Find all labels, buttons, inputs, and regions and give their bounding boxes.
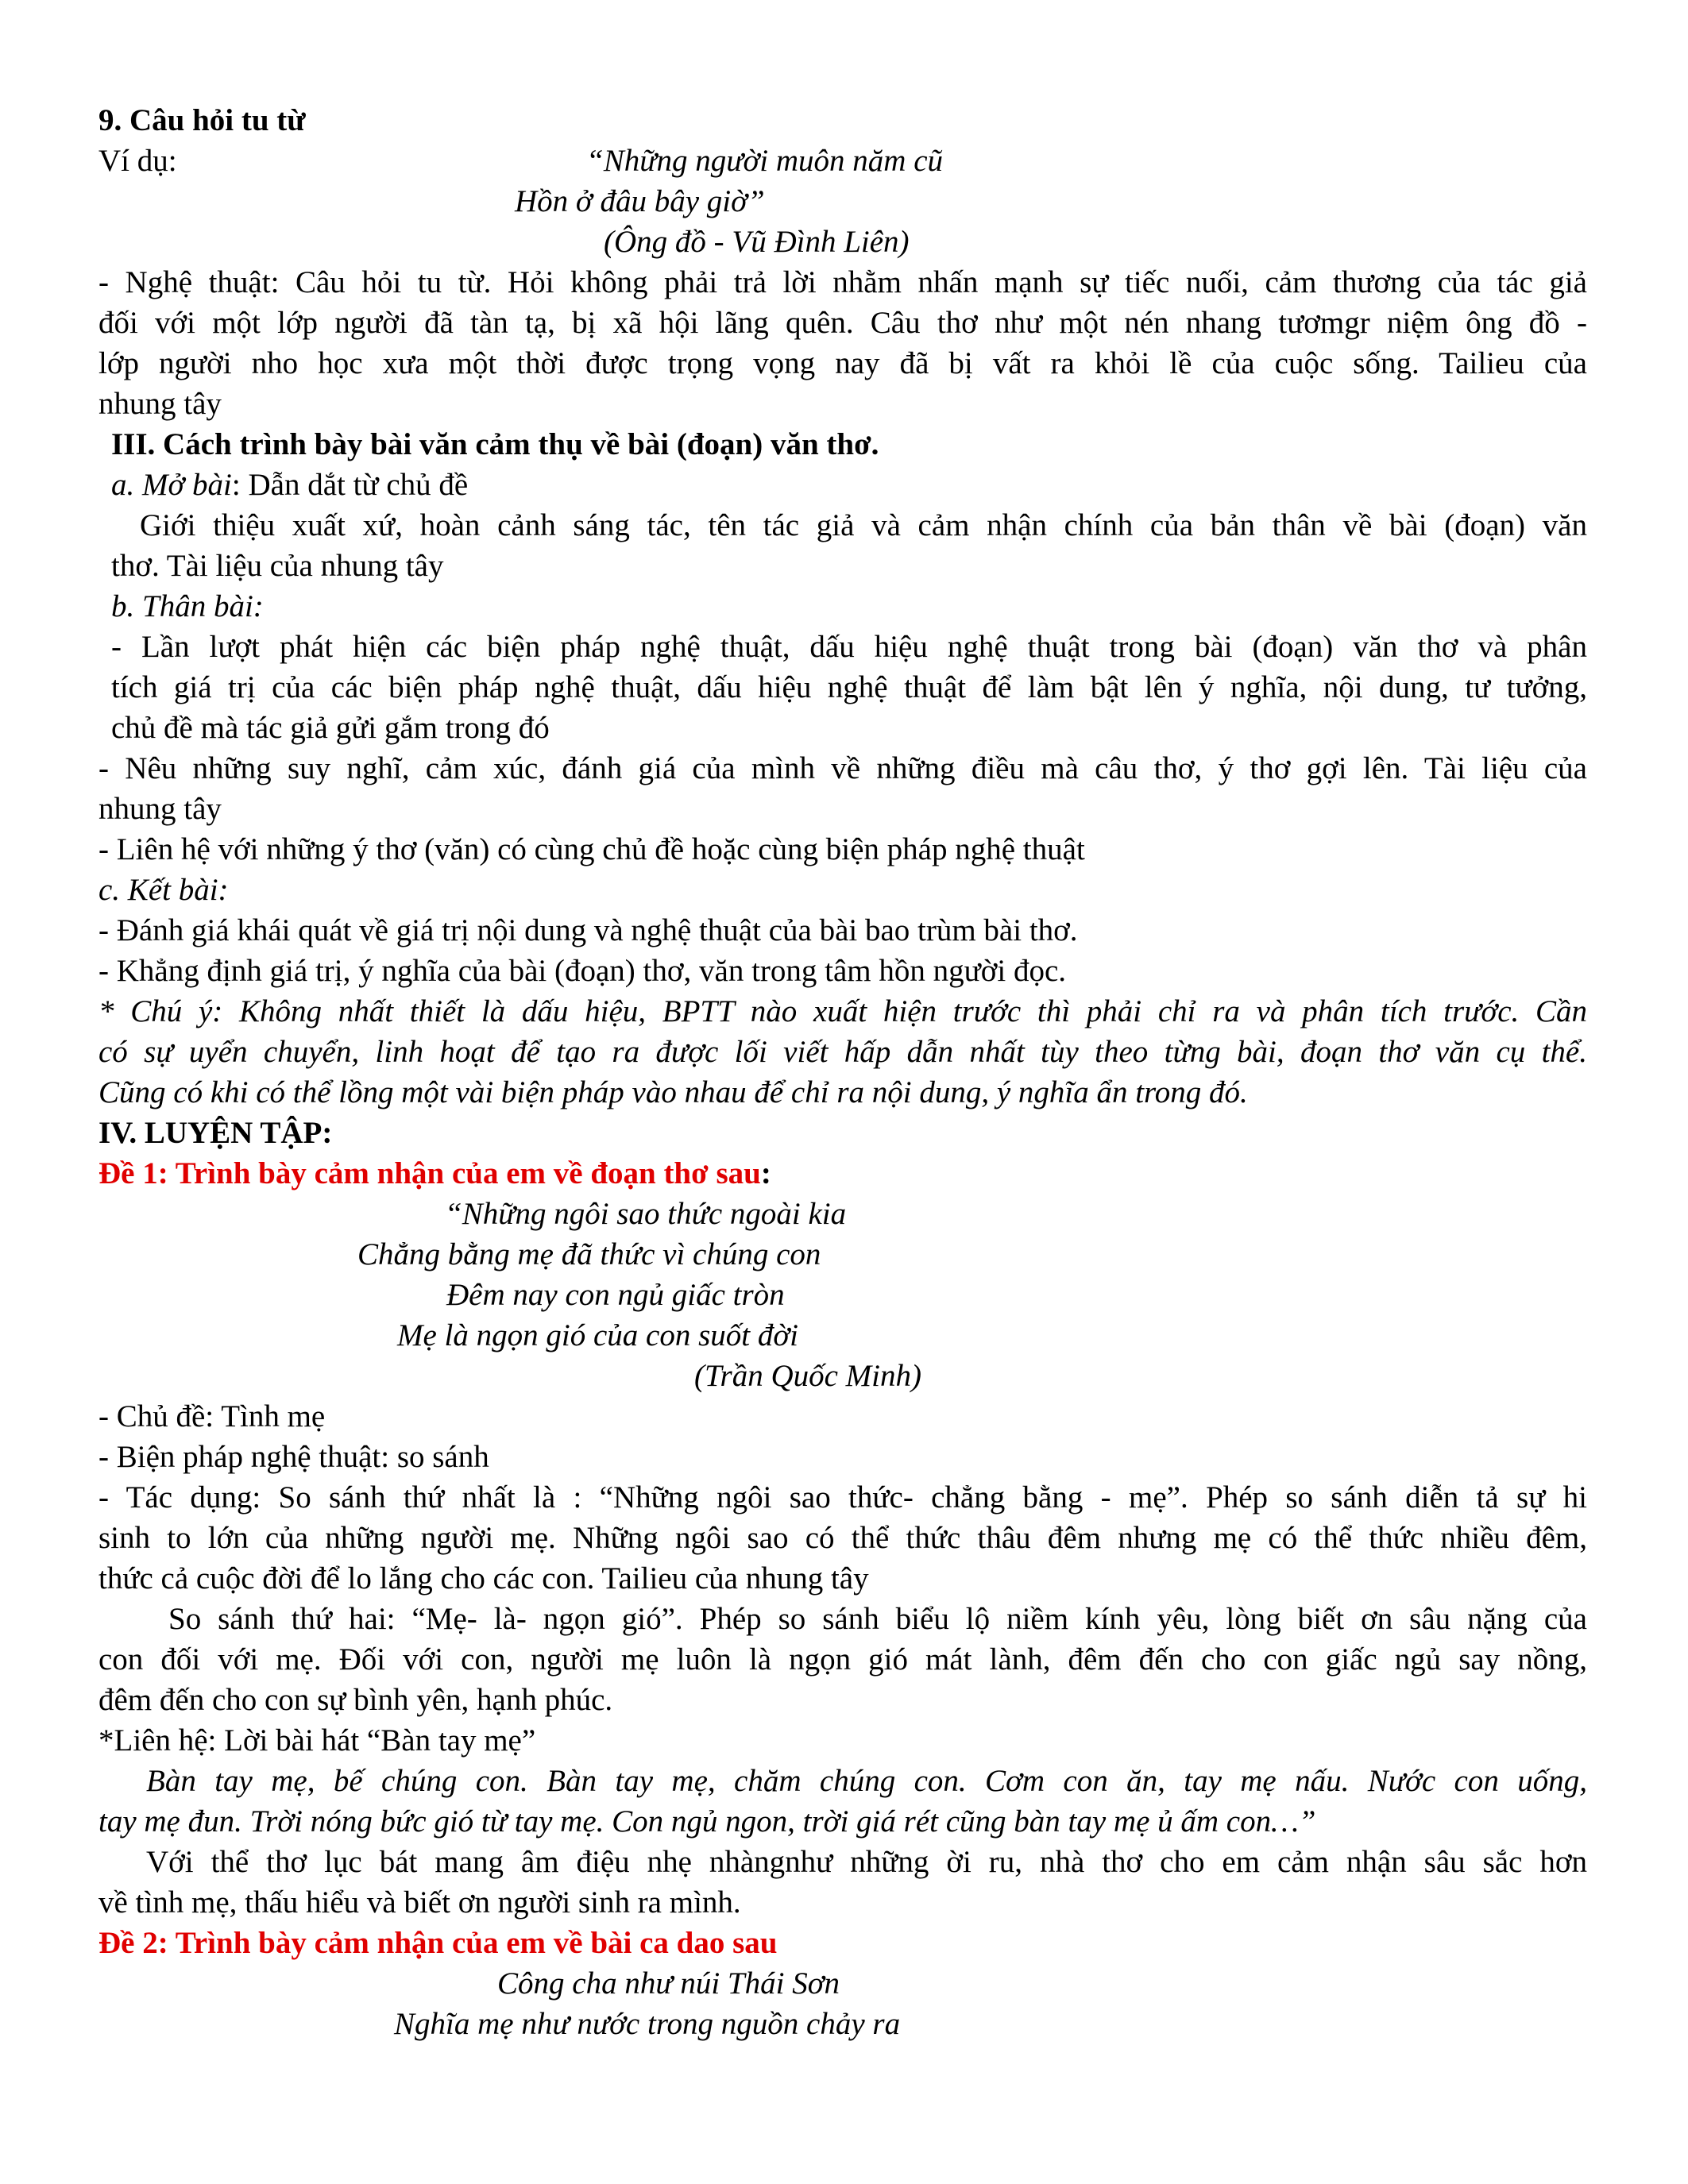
exercise-1-title-colon: :: [760, 1156, 771, 1190]
paragraph-line: nhung tây: [98, 792, 222, 826]
note-line: * Chú ý: Không nhất thiết là dấu hiệu, BPTT nào xuất hiện trước thì phải chỉ ra và phân tích trước. Cần: [98, 994, 1587, 1028]
paragraph-line: - Khẳng định giá trị, ý nghĩa của bài (đoạn) thơ, văn trong tâm hồn người đọc.: [98, 954, 1067, 988]
note-line: có sự uyển chuyển, linh hoạt để tạo ra được lối viết hấp dẫn nhất tùy theo từng bài, đoạn thơ văn cụ thể.: [98, 1035, 1587, 1069]
paragraph-line: Giới thiệu xuất xứ, hoàn cảnh sáng tác, tên tác giả và cảm nhận chính của bản thân về bài (đoạn) văn: [140, 508, 1587, 542]
poem-line: Hồn ở đâu bây giờ”: [515, 184, 765, 218]
poem-line: Công cha như núi Thái Sơn: [497, 1966, 840, 2001]
paragraph-line: - Liên hệ với những ý thơ (văn) có cùng chủ đề hoặc cùng biện pháp nghệ thuật: [98, 832, 1085, 866]
section-9-heading: 9. Câu hỏi tu từ: [98, 103, 306, 137]
conclusion-label: c. Kết bài:: [98, 873, 229, 907]
paragraph-line: - Nghệ thuật: Câu hỏi tu từ. Hỏi không phải trả lời nhằm nhấn mạnh sự tiếc nuối, cảm thương của tác giả: [98, 265, 1587, 299]
example-label: Ví dụ:: [98, 144, 177, 178]
paragraph-line: - Biện pháp nghệ thuật: so sánh: [98, 1440, 489, 1474]
paragraph-line: về tình mẹ, thấu hiểu và biết ơn người sinh ra mình.: [98, 1885, 741, 1920]
paragraph-line: sinh to lớn của những người mẹ. Những ngôi sao có thể thức thâu đêm nhưng mẹ có thể thức nhiều đêm,: [98, 1521, 1587, 1555]
poem-line: Mẹ là ngọn gió của con suốt đời: [397, 1318, 799, 1352]
paragraph-line: thơ. Tài liệu của nhung tây: [111, 549, 444, 583]
poem-line: “Những người muôn năm cũ: [586, 144, 944, 178]
poem-line: “Những ngôi sao thức ngoài kia: [445, 1197, 847, 1231]
paragraph-line: đêm đến cho con sự bình yên, hạnh phúc.: [98, 1683, 613, 1717]
section-3-heading: III. Cách trình bày bài văn cảm thụ về bài (đoạn) văn thơ.: [111, 427, 879, 461]
paragraph-line: tích giá trị của các biện pháp nghệ thuật, dấu hiệu nghệ thuật để làm bật lên ý nghĩa, nội dung, tư tưởng,: [111, 670, 1587, 704]
body-label: b. Thân bài:: [111, 589, 264, 623]
poem-attribution: (Trần Quốc Minh): [694, 1359, 921, 1393]
intro-text: : Dẫn dắt từ chủ đề: [231, 468, 469, 502]
paragraph-line: - Chủ đề: Tình mẹ: [98, 1399, 326, 1433]
poem-line: Đêm nay con ngủ giấc tròn: [446, 1278, 785, 1312]
note-line: Cũng có khi có thể lồng một vài biện pháp vào nhau để chỉ ra nội dung, ý nghĩa ẩn trong đó.: [98, 1075, 1248, 1109]
poem-line: Chẳng bằng mẹ đã thức vì chúng con: [357, 1237, 821, 1271]
intro-label: a. Mở bài: [111, 468, 232, 502]
exercise-1-title-text: Đề 1: Trình bày cảm nhận của em về đoạn thơ sau: [98, 1156, 761, 1190]
paragraph-line: chủ đề mà tác giả gửi gắm trong đó: [111, 711, 550, 745]
paragraph-line: *Liên hệ: Lời bài hát “Bàn tay mẹ”: [98, 1723, 536, 1758]
paragraph-line: - Tác dụng: So sánh thứ nhất là : “Những ngôi sao thức- chẳng bằng - mẹ”. Phép so sánh diễn tả sự hi: [98, 1480, 1587, 1515]
poem-line: Nghĩa mẹ như nước trong nguồn chảy ra: [394, 2007, 901, 2041]
paragraph-line: nhung tây: [98, 387, 222, 421]
paragraph-line: thức cả cuộc đời để lo lắng cho các con. Tailieu của nhung tây: [98, 1561, 869, 1596]
paragraph-line: đối với một lớp người đã tàn tạ, bị xã hội lãng quên. Câu thơ như một nén nhang tươmgr niệm ông đồ -: [98, 306, 1587, 340]
exercise-1-title: [98, 1158, 771, 1189]
paragraph-line: - Đánh giá khái quát về giá trị nội dung và nghệ thuật của bài bao trùm bài thơ.: [98, 913, 1078, 947]
song-line: Bàn tay mẹ, bế chúng con. Bàn tay mẹ, chăm chúng con. Cơm con ăn, tay mẹ nấu. Nước con uống,: [146, 1764, 1587, 1798]
paragraph-line: Với thể thơ lục bát mang âm điệu nhẹ nhàngnhư những ời ru, nhà thơ cho em cảm nhận sâu sắc hơn: [146, 1845, 1587, 1879]
paragraph-line: So sánh thứ hai: “Mẹ- là- ngọn gió”. Phép so sánh biểu lộ niềm kính yêu, lòng biết ơn sâu nặng của: [168, 1602, 1587, 1636]
paragraph-line: con đối với mẹ. Đối với con, người mẹ luôn là ngọn gió mát lành, đêm đến cho con giấc ngủ say nồng,: [98, 1642, 1587, 1677]
exercise-2-title: Đề 2: Trình bày cảm nhận của em về bài ca dao sau: [98, 1926, 778, 1960]
song-line: tay mẹ đun. Trời nóng bức gió từ tay mẹ. Con ngủ ngon, trời giá rét cũng bàn tay mẹ ủ ấm con…”: [98, 1804, 1316, 1839]
intro-line: [111, 469, 468, 500]
paragraph-line: - Nêu những suy nghĩ, cảm xúc, đánh giá của mình về những điều mà câu thơ, ý thơ gợi lên. Tài liệu của: [98, 751, 1587, 785]
paragraph-line: - Lần lượt phát hiện các biện pháp nghệ thuật, dấu hiệu nghệ thuật trong bài (đoạn) văn thơ và phân: [111, 630, 1587, 664]
section-4-heading: IV. LUYỆN TẬP:: [98, 1116, 333, 1150]
poem-attribution: (Ông đồ - Vũ Đình Liên): [604, 225, 910, 259]
paragraph-line: lớp người nho học xưa một thời được trọng vọng nay đã bị vất ra khỏi lề của cuộc sống. Tailieu của: [98, 346, 1587, 380]
